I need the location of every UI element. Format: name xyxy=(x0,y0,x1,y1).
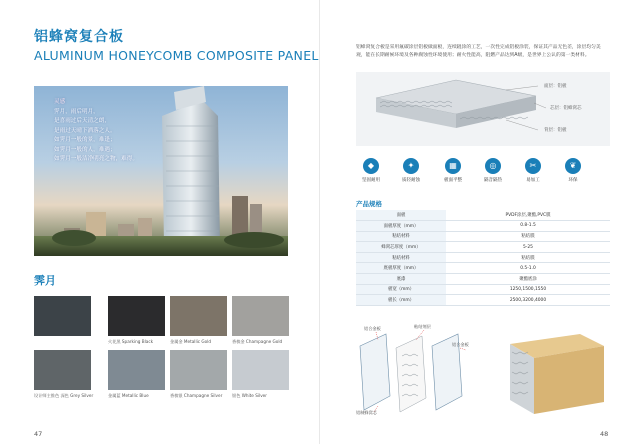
panel-edge-photo xyxy=(500,330,610,416)
feature-lightweight xyxy=(396,158,426,183)
spec-value: 0.5-1.0 xyxy=(446,263,610,274)
spec-value: 0.8-1.5 xyxy=(446,221,610,232)
spec-key: 底板厚度（mm） xyxy=(356,263,446,274)
feature-label: 隔音隔热 xyxy=(484,178,502,183)
poem-line: 是雨过天晴下洒落之人。 xyxy=(54,127,116,134)
spec-value: PVDF涂层,聚酯,PVC膜 xyxy=(446,210,610,221)
poem-line: 霁月，雨后明月， xyxy=(54,108,99,115)
feature-insulation xyxy=(478,158,508,183)
feature-label: 环保 xyxy=(568,178,578,183)
table-row xyxy=(356,242,610,253)
product-intro: 铝蜂窝复合板是采用氟碳涂层铝板做面板，连续辊涂的工艺，一次性完成铝板涂装，保证其产品无色差，涂层均匀美观，能在长期耐候环境及各种腐蚀性环境使用；耐火性能高，阻燃产品达到A级，是世界上公认的第一类材料。 xyxy=(356,45,601,58)
exploded-structure-diagram xyxy=(356,326,476,416)
table-row xyxy=(356,274,610,285)
color-swatch-white-silver[interactable] xyxy=(232,350,289,390)
feature-label: 板面平整 xyxy=(444,178,462,183)
sound-icon: ◎ xyxy=(485,158,501,174)
spec-table xyxy=(356,210,610,306)
spec-key: 面板厚度（mm） xyxy=(356,221,446,232)
panel-icon: ▦ xyxy=(445,158,461,174)
shield-icon: ◆ xyxy=(363,158,379,174)
color-swatch-metallic-gold[interactable] xyxy=(170,296,227,336)
table-row xyxy=(356,231,610,242)
spec-value: 粘结膜 xyxy=(446,231,610,242)
spec-key: 粘结材料 xyxy=(356,231,446,242)
table-row xyxy=(356,210,610,221)
swatch-caption: 金属蓝 Metallic Blue xyxy=(108,393,149,398)
poem-line: 是喜雨过后天清之朗， xyxy=(54,118,110,124)
swatch-caption: 香槟金 Champagne Gold xyxy=(232,339,283,344)
color-swatch-sparking-black[interactable] xyxy=(108,296,165,336)
color-swatch-1[interactable] xyxy=(34,296,91,336)
feature-label: 坚固耐用 xyxy=(362,178,380,183)
spec-key: 底漆 xyxy=(356,274,446,285)
feature-eco xyxy=(558,158,588,183)
table-row xyxy=(356,221,610,232)
layer-label-back: 背层：铝板 xyxy=(544,128,567,133)
diagram-label: 铝合金板 xyxy=(452,342,469,347)
feature-icons xyxy=(356,158,610,190)
table-row xyxy=(356,263,610,274)
diagram-label: 粘结剂层 xyxy=(414,324,431,329)
panel-cross-section-image xyxy=(356,72,610,146)
table-row xyxy=(356,252,610,263)
feature-label: 质轻耐蚀 xyxy=(402,178,420,183)
spec-key: 蜂窝芯厚度（mm） xyxy=(356,242,446,253)
table-row xyxy=(356,284,610,295)
leaf-icon: ❦ xyxy=(565,158,581,174)
exploded-layers-illustration xyxy=(356,326,476,416)
page-title-cn: 铝蜂窝复合板 xyxy=(34,29,124,45)
spec-key: 板宽（mm） xyxy=(356,284,446,295)
feature-flat xyxy=(438,158,468,183)
inspiration-poem xyxy=(54,98,154,165)
spec-key: 板长（mm） xyxy=(356,295,446,306)
poem-line: 如霁月一般洁净明亮之物，难得。 xyxy=(54,156,138,162)
tool-icon: ✂ xyxy=(525,158,541,174)
color-swatch-champagne-gold[interactable] xyxy=(232,296,289,336)
swatch-caption: 香槟银 Champagne Silver xyxy=(170,393,223,398)
diagram-label: 铝制蜂窝芯 xyxy=(356,410,377,415)
spec-value: 1250,1500,1550 xyxy=(446,284,610,295)
table-row xyxy=(356,295,610,306)
hero-photo-building xyxy=(34,86,288,256)
feather-icon: ✦ xyxy=(403,158,419,174)
spec-key: 粘结材料 xyxy=(356,252,446,263)
color-swatch-grey-silver[interactable] xyxy=(34,350,91,390)
panel-edge-illustration xyxy=(500,330,610,416)
swatch-caption: 火花黑 Sparking Black xyxy=(108,339,154,344)
diagram-label: 铝合金板 xyxy=(364,326,381,331)
spec-value: 粘结膜 xyxy=(446,252,610,263)
spec-heading: 产品规格 xyxy=(356,200,382,208)
color-swatch-champagne-silver[interactable] xyxy=(170,350,227,390)
spec-key: 面板 xyxy=(356,210,446,221)
spec-value: 2500,3200,4000 xyxy=(446,295,610,306)
feature-label: 易加工 xyxy=(526,178,540,183)
poem-line: 如霁月一般的人，难遇； xyxy=(54,146,116,153)
color-swatch-metallic-blue[interactable] xyxy=(108,350,165,390)
page-number: 47 xyxy=(34,430,43,438)
swatch-caption: 金属金 Metallic Gold xyxy=(170,339,212,344)
layer-label-core: 芯层：铝蜂窝芯 xyxy=(550,106,582,111)
feature-processing xyxy=(518,158,548,183)
swatch-caption: 设计师主推色 深色 Grey Silver xyxy=(34,393,94,398)
page-title-en: ALUMINUM HONEYCOMB COMPOSITE PANEL xyxy=(34,48,319,63)
poem-line: 如霁月一般的景，难逢； xyxy=(54,137,116,143)
spec-value: 聚酯底涂 xyxy=(446,274,610,285)
page-number: 48 xyxy=(600,430,609,438)
poem-line: 灵感 xyxy=(54,99,66,105)
collection-heading: 霁月 xyxy=(34,274,56,287)
layer-label-face: 面层：铝板 xyxy=(544,84,567,89)
swatch-caption: 银色 White Silver xyxy=(232,393,267,398)
right-page xyxy=(320,0,640,444)
spec-value: 5-25 xyxy=(446,242,610,253)
feature-durable xyxy=(356,158,386,183)
